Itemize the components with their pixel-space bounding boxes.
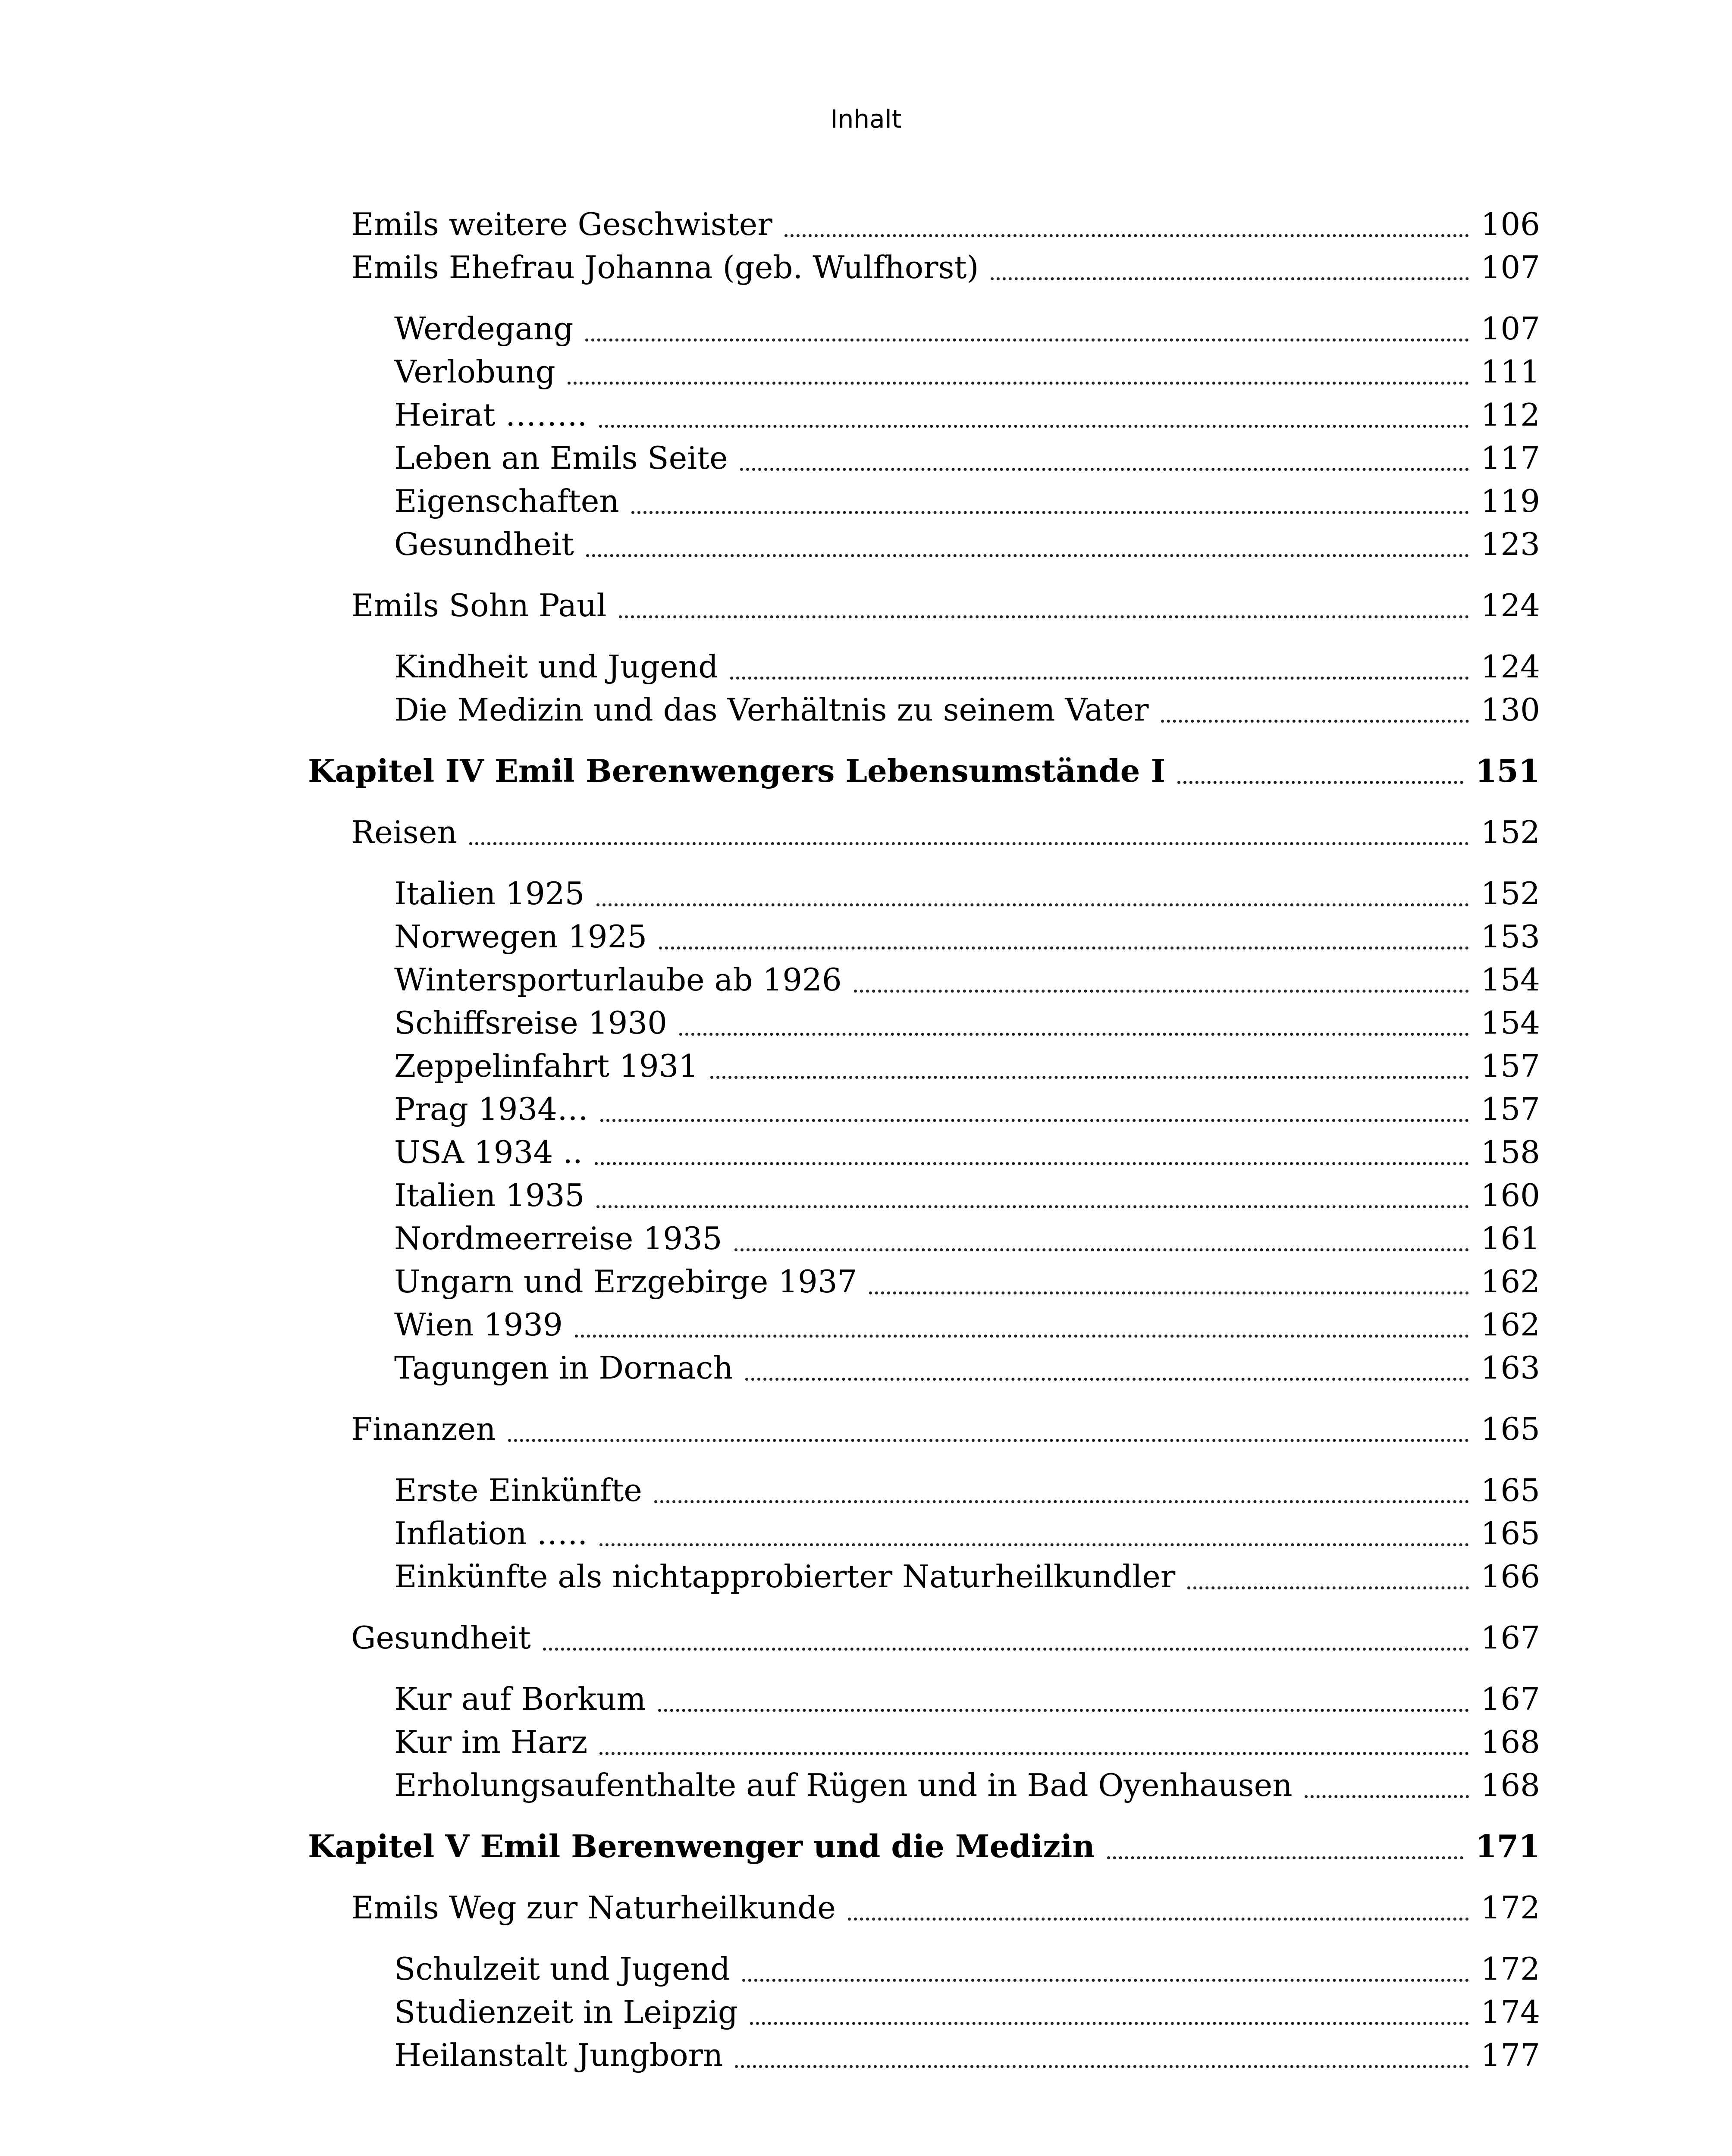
toc-dot-leader (543, 1644, 1469, 1651)
toc-entry-page: 111 (1481, 354, 1540, 390)
toc-entry-title: Emils Weg zur Naturheilkunde (351, 1890, 836, 1926)
toc-entry-page: 160 (1481, 1177, 1540, 1213)
toc-entry-title: Einkünfte als nichtapprobierter Naturheilkundler (394, 1558, 1176, 1595)
toc-entry-title: Kur auf Borkum (394, 1681, 646, 1717)
toc-entry-title: Tagungen in Dornach (394, 1350, 733, 1386)
toc-entry-page: 157 (1481, 1091, 1540, 1127)
toc-section-entry (351, 1616, 1540, 1659)
toc-subsection-entry (394, 436, 1540, 479)
toc-entry-page: 162 (1481, 1263, 1540, 1300)
toc-entry-title: Schiffsreise 1930 (394, 1005, 667, 1041)
toc-dot-leader (631, 508, 1469, 514)
toc-dot-leader (1305, 1792, 1469, 1798)
toc-entry-page: 151 (1475, 752, 1540, 789)
toc-entry-page: 162 (1481, 1307, 1540, 1343)
toc-subsection-entry (394, 958, 1540, 1001)
toc-entry-title: Prag 1934… (394, 1091, 588, 1127)
toc-subsection-entry (394, 1260, 1540, 1303)
toc-entry-page: 177 (1481, 2037, 1540, 2073)
toc-entry-page: 167 (1481, 1620, 1540, 1656)
toc-dot-leader (991, 274, 1468, 280)
toc-entry-title: Wintersporturlaube ab 1926 (394, 962, 842, 998)
toc-section-entry (351, 1407, 1540, 1451)
toc-section-entry (351, 1886, 1540, 1929)
toc-dot-leader (784, 231, 1469, 237)
toc-entry-title: Leben an Emils Seite (394, 440, 728, 476)
toc-entry-page: 168 (1481, 1767, 1540, 1803)
toc-entry-title: Emils Ehefrau Johanna (geb. Wulfhorst) (351, 249, 979, 285)
toc-entry-page: 123 (1481, 526, 1540, 562)
toc-subsection-entry (394, 1174, 1540, 1217)
toc-subsection-entry (394, 350, 1540, 393)
toc-dot-leader (658, 1705, 1469, 1712)
toc-dot-leader (568, 378, 1469, 385)
toc-entry-page: 124 (1481, 587, 1540, 624)
toc-dot-leader (599, 421, 1468, 428)
toc-section-entry (351, 246, 1540, 289)
toc-dot-leader (659, 943, 1468, 950)
toc-entry-title: Italien 1935 (394, 1177, 585, 1213)
toc-dot-leader (654, 1497, 1469, 1503)
toc-entry-page: 158 (1481, 1134, 1540, 1170)
toc-subsection-entry (394, 1947, 1540, 1990)
toc-entry-page: 166 (1481, 1558, 1540, 1595)
toc-entry-page: 153 (1481, 918, 1540, 955)
toc-subsection-entry (394, 872, 1540, 915)
toc-subsection-entry (394, 1469, 1540, 1512)
toc-entry-page: 163 (1481, 1350, 1540, 1386)
toc-entry-title: Gesundheit (351, 1620, 531, 1656)
toc-subsection-entry (394, 1346, 1540, 1389)
toc-subsection-entry (394, 1044, 1540, 1087)
toc-subsection-entry (394, 2034, 1540, 2077)
toc-dot-leader (599, 1540, 1468, 1546)
toc-entry-title: Eigenschaften (394, 483, 619, 519)
toc-entry-page: 157 (1481, 1048, 1540, 1084)
toc-section-entry (351, 811, 1540, 854)
toc-entry-page: 117 (1481, 440, 1540, 476)
toc-entry-page: 165 (1481, 1411, 1540, 1447)
toc-subsection-entry (394, 1720, 1540, 1764)
toc-entry-page: 165 (1481, 1515, 1540, 1551)
toc-dot-leader (869, 1288, 1468, 1294)
toc-entry-page: 172 (1481, 1890, 1540, 1926)
toc-entry-title: Erste Einkünfte (394, 1472, 642, 1508)
toc-entry-title: Emils Sohn Paul (351, 587, 607, 624)
toc-entry-title: Italien 1925 (394, 875, 585, 912)
toc-dot-leader (508, 1435, 1469, 1442)
toc-dot-leader (710, 1072, 1468, 1079)
toc-entry-page: 154 (1481, 962, 1540, 998)
toc-entry-title: Heilanstalt Jungborn (394, 2037, 723, 2073)
toc-subsection-entry (394, 1512, 1540, 1555)
toc-entry-page: 106 (1481, 206, 1540, 242)
toc-entry-title: Kur im Harz (394, 1724, 588, 1760)
toc-entry-title: Werdegang (394, 310, 574, 347)
toc-dot-leader (730, 673, 1468, 680)
toc-entry-page: 167 (1481, 1681, 1540, 1717)
toc-subsection-entry (394, 1677, 1540, 1720)
toc-subsection-entry (394, 1217, 1540, 1260)
toc-section-entry (351, 203, 1540, 246)
toc-entry-page: 174 (1481, 1994, 1540, 2030)
toc-dot-leader (596, 900, 1468, 906)
toc-entry-title: Schulzeit und Jugend (394, 1951, 730, 1987)
toc-dot-leader (575, 1331, 1469, 1338)
toc-entry-page: 152 (1481, 875, 1540, 912)
toc-subsection-entry (394, 1990, 1540, 2034)
toc-entry-page: 124 (1481, 649, 1540, 685)
toc-subsection-entry (394, 1303, 1540, 1346)
toc-dot-leader (1177, 777, 1463, 784)
toc-entry-page: 107 (1481, 249, 1540, 285)
toc-entry-title: Studienzeit in Leipzig (394, 1994, 738, 2030)
toc-entry-page: 107 (1481, 310, 1540, 347)
toc-chapter-entry (308, 749, 1540, 793)
toc-dot-leader (740, 464, 1469, 471)
toc-dot-leader (854, 986, 1469, 993)
toc-entry-page: 130 (1481, 692, 1540, 728)
toc-subsection-entry (394, 1087, 1540, 1131)
toc-entry-page: 161 (1481, 1220, 1540, 1257)
toc-entry-page: 168 (1481, 1724, 1540, 1760)
toc-entry-page: 171 (1475, 1828, 1540, 1865)
toc-entry-title: Ungarn und Erzgebirge 1937 (394, 1263, 857, 1300)
toc-subsection-entry (394, 1001, 1540, 1044)
toc-dot-leader (1187, 1583, 1468, 1589)
toc-entry-title: Zeppelinfahrt 1931 (394, 1048, 699, 1084)
toc-entry-title: Die Medizin und das Verhältnis zu seinem Vater (394, 692, 1149, 728)
toc-dot-leader (734, 1245, 1469, 1251)
toc-subsection-entry (394, 1131, 1540, 1174)
toc-dot-leader (596, 1202, 1468, 1208)
toc-entry-title: Emils weitere Geschwister (351, 206, 772, 242)
toc-entry-title: Finanzen (351, 1411, 496, 1447)
toc-entry-page: 152 (1481, 814, 1540, 850)
toc-subsection-entry (394, 915, 1540, 958)
toc-dot-leader (600, 1116, 1469, 1122)
toc-dot-leader (599, 1749, 1468, 1755)
toc-subsection-entry (394, 307, 1540, 350)
toc-dot-leader (619, 612, 1469, 618)
toc-entry-title: Norwegen 1925 (394, 918, 647, 955)
toc-subsection-entry (394, 688, 1540, 731)
toc-subsection-entry (394, 479, 1540, 523)
toc-dot-leader (745, 1374, 1469, 1381)
toc-subsection-entry (394, 393, 1540, 436)
toc-entry-title: Nordmeerreise 1935 (394, 1220, 722, 1257)
toc-entry-title: Reisen (351, 814, 457, 850)
toc-dot-leader (848, 1914, 1469, 1921)
toc-subsection-entry (394, 1764, 1540, 1807)
toc-dot-leader (586, 551, 1469, 557)
toc-dot-leader (742, 1975, 1469, 1982)
toc-entry-title: Kindheit und Jugend (394, 649, 719, 685)
toc-dot-leader (750, 2018, 1469, 2025)
toc-dot-leader (595, 1159, 1469, 1165)
toc-entry-title: Inflation ….. (394, 1515, 588, 1551)
toc-dot-leader (1161, 716, 1469, 723)
toc-entry-title: USA 1934 .. (394, 1134, 583, 1170)
toc-entry-title: Heirat …….. (394, 397, 587, 433)
toc-entry-title: Kapitel IV Emil Berenwengers Lebensumstände I (308, 752, 1166, 789)
toc-entry-page: 172 (1481, 1951, 1540, 1987)
toc-entry-page: 154 (1481, 1005, 1540, 1041)
toc-dot-leader (1107, 1853, 1463, 1859)
toc-entry-page: 119 (1481, 483, 1540, 519)
toc-dot-leader (585, 335, 1468, 342)
toc-entry-page: 112 (1481, 397, 1540, 433)
toc-subsection-entry (394, 645, 1540, 688)
running-header: Inhalt (830, 104, 902, 134)
toc-entry-title: Wien 1939 (394, 1307, 563, 1343)
toc-entry-title: Erholungsaufenthalte auf Rügen und in Bad Oyenhausen (394, 1767, 1293, 1803)
toc-subsection-entry (394, 523, 1540, 566)
toc-subsection-entry (394, 1555, 1540, 1598)
toc-entry-title: Gesundheit (394, 526, 574, 562)
toc-dot-leader (679, 1029, 1469, 1036)
toc-entry-page: 165 (1481, 1472, 1540, 1508)
toc-dot-leader (469, 839, 1469, 845)
toc-section-entry (351, 584, 1540, 627)
toc-chapter-entry (308, 1825, 1540, 1868)
toc-dot-leader (735, 2062, 1468, 2068)
toc-entry-title: Verlobung (394, 354, 555, 390)
toc-entry-title: Kapitel V Emil Berenwenger und die Medizin (308, 1828, 1095, 1865)
